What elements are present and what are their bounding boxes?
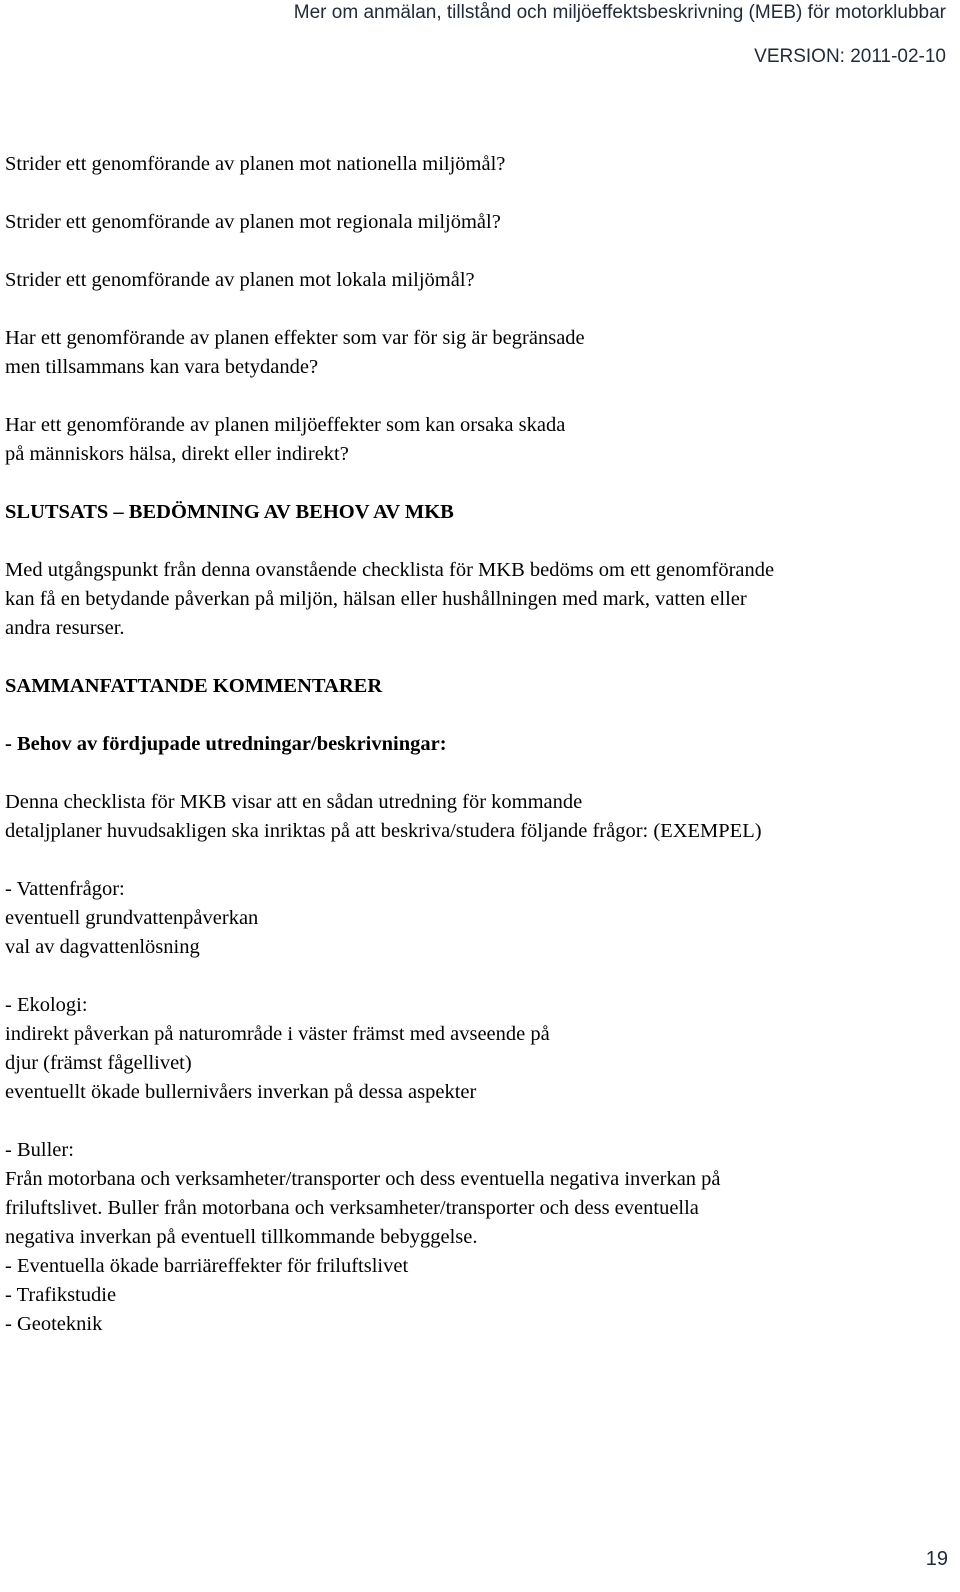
text-line: - Eventuella ökade barriäreffekter för friluftslivet — [5, 1255, 409, 1277]
text-line: Denna checklista för MKB visar att en sådan utredning för kommande — [5, 791, 583, 813]
question-line: Har ett genomförande av planen miljöeffekter som kan orsaka skada — [5, 414, 566, 436]
question-line: Har ett genomförande av planen effekter som var för sig är begränsade — [5, 327, 585, 349]
question-list — [5, 150, 950, 469]
text-line: kan få en betydande påverkan på miljön, hälsan eller hushållningen med mark, vatten eller — [5, 588, 747, 610]
summary-subheading — [5, 730, 950, 759]
text-line: eventuell grundvattenpåverkan — [5, 907, 259, 929]
text-line: indirekt påverkan på naturområde i väster främst med avseende på — [5, 1023, 550, 1045]
noise-section — [5, 1136, 950, 1339]
text-line: detaljplaner huvudsakligen ska inriktas på att beskriva/studera följande frågor: (EXEMPEL) — [5, 820, 762, 842]
text-line: andra resurser. — [5, 617, 125, 639]
document-version: VERSION: 2011-02-10 — [754, 46, 946, 67]
noise-title: - Buller: — [5, 1139, 74, 1161]
question-line: Strider ett genomförande av planen mot nationella miljömål? — [5, 153, 506, 175]
water-title: - Vattenfrågor: — [5, 878, 125, 900]
document-header-title: Mer om anmälan, tillstånd och miljöeffektsbeskrivning (MEB) för motorklubbar — [293, 2, 946, 23]
summary-heading — [5, 672, 950, 701]
text-line: - Trafikstudie — [5, 1284, 117, 1306]
page-number: 19 — [925, 1548, 948, 1570]
question-line: men tillsammans kan vara betydande? — [5, 356, 319, 378]
ecology-section — [5, 991, 950, 1107]
text-line: eventuellt ökade bullernivåers inverkan på dessa aspekter — [5, 1081, 477, 1103]
conclusion-text — [5, 556, 950, 643]
text-line: - Geoteknik — [5, 1313, 103, 1335]
text-line: Från motorbana och verksamheter/transporter och dess eventuella negativa inverkan på — [5, 1168, 721, 1190]
conclusion-heading-text: SLUTSATS – BEDÖMNING AV BEHOV AV MKB — [5, 501, 454, 523]
text-line: negativa inverkan på eventuell tillkommande bebyggelse. — [5, 1226, 478, 1248]
question-line: på människors hälsa, direkt eller indirekt? — [5, 443, 349, 465]
question-regional — [5, 208, 950, 237]
question-local — [5, 266, 950, 295]
question-cumulative — [5, 324, 950, 382]
summary-subheading-text: - Behov av fördjupade utredningar/beskrivningar: — [5, 733, 447, 755]
text-line: Med utgångspunkt från denna ovanstående checklista för MKB bedöms om ett genomförande — [5, 559, 775, 581]
summary-heading-text: SAMMANFATTANDE KOMMENTARER — [5, 675, 383, 697]
text-line: djur (främst fågellivet) — [5, 1052, 192, 1074]
question-national — [5, 150, 950, 179]
question-line: Strider ett genomförande av planen mot lokala miljömål? — [5, 269, 475, 291]
document-body — [5, 150, 950, 1339]
summary-intro — [5, 788, 950, 846]
question-health — [5, 411, 950, 469]
text-line: val av dagvattenlösning — [5, 936, 200, 958]
ecology-title: - Ekologi: — [5, 994, 88, 1016]
text-line: friluftslivet. Buller från motorbana och verksamheter/transporter och dess eventuella — [5, 1197, 699, 1219]
conclusion-heading — [5, 498, 950, 527]
water-section — [5, 875, 950, 962]
question-line: Strider ett genomförande av planen mot regionala miljömål? — [5, 211, 501, 233]
